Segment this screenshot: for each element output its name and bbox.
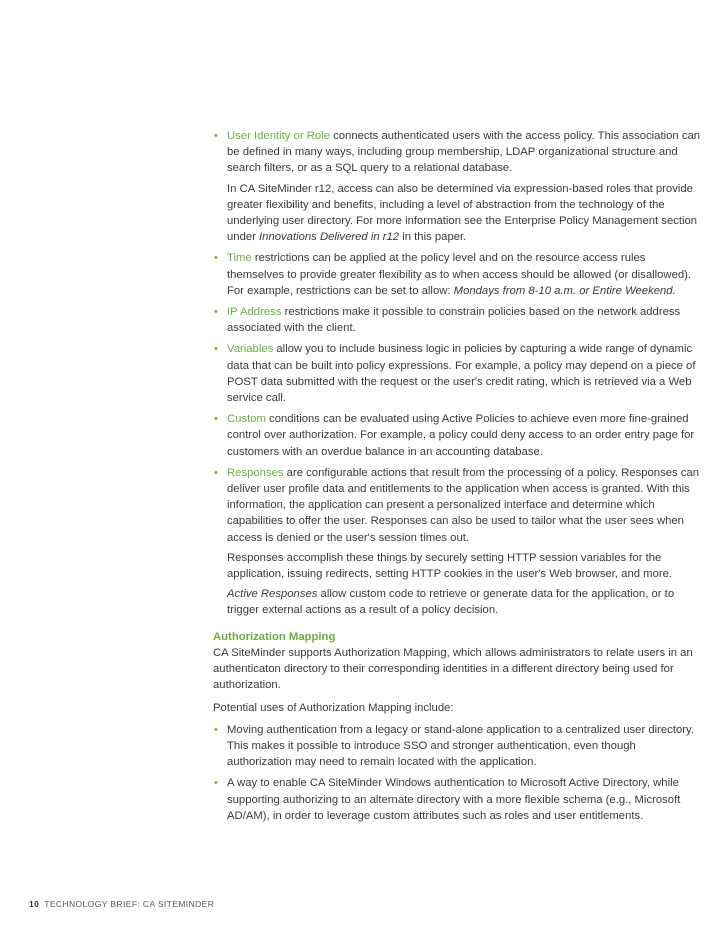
condition-list (213, 128, 703, 619)
bullet-glyph: • (214, 723, 218, 736)
page-footer (29, 899, 214, 909)
term-user-identity: User Identity or Role (227, 130, 330, 142)
main-content (213, 128, 703, 829)
term-ip-address: IP Address (227, 306, 282, 319)
bullet-glyph: • (214, 466, 218, 479)
sub-text: In CA SiteMinder r12, access can also be determined via expression-based roles that provide greater flexibility and benefits, including a level of abstraction from the technology of the underlying user directory. For more information see the Enterprise Policy Management section under (227, 182, 698, 244)
text-windows-authentication: A way to enable CA SiteMinder Windows authentication to Microsoft Active Directory, while supporting authorizing to an alternate directory with a more flexible schema (e.g., Microsoft AD/AM), in order to leverage custom attributes such as roles and user entitlements. (227, 777, 681, 822)
text-custom: conditions can be evaluated using Active Policies to achieve even more fine-grained control over authorization. For example, a policy could deny access to an order entry page for customers with an overdue balance in an accounting database. (227, 413, 695, 458)
subparagraph-responses-accomplish: Responses accomplish these things by securely setting HTTP session variables for the application, issuing redirects, setting HTTP cookies in the user's Web browser, and more. (227, 551, 673, 581)
text-moving-authentication: Moving authentication from a legacy or stand-alone application to a centralized user directory. This makes it possible to introduce SSO and stronger authentication, even though authorization may need to remain located with the application. (227, 723, 694, 769)
list-item-custom (213, 411, 703, 460)
bullet-glyph: • (214, 343, 218, 356)
bullet-glyph: • (214, 777, 218, 790)
text-ip-address: restrictions make it possible to constrain policies based on the network address associated with the client. (227, 306, 681, 335)
term-time: Time (227, 252, 252, 265)
list-item-ip-address (213, 304, 703, 336)
mapping-uses-list (213, 722, 703, 824)
footer-label: TECHNOLOGY BRIEF: CA SITEMINDER (44, 899, 215, 909)
section-paragraph-2: Potential uses of Authorization Mapping include: (213, 701, 454, 714)
bullet-glyph: • (214, 413, 218, 426)
subparagraph-expression-roles (227, 181, 703, 246)
page-number: 10 (29, 899, 40, 909)
section-paragraph-1: CA SiteMinder supports Authorization Mapping, which allows administrators to relate users in an authenticaton directory to their corresponding identities in a different directory being used for authorization. (213, 646, 693, 692)
text-responses: are configurable actions that result from the processing of a policy. Responses can deliver user profile data and entitlements to the application when access is granted. With this information, the application can present a personalized interface and determine which capabilities to offer the user. Responses can also be used to tailor what the user sees when access is denied or the user's session times out. (227, 466, 700, 544)
section-heading: Authorization Mapping (213, 630, 336, 643)
term-responses: Responses (227, 466, 284, 479)
bullet-glyph: • (214, 252, 218, 265)
list-item-responses (213, 465, 703, 619)
text-active-responses: allow custom code to retrieve or generate data for the application, or to trigger external actions as a result of a policy decision. (227, 588, 675, 617)
text-variables: allow you to include business logic in policies by capturing a wide range of dynamic data that can be built into policy expressions. For example, a policy may depend on a piece of POST data submitted with the request or the user's credit rating, which is retrieved via a Web service call. (227, 343, 696, 405)
list-item-windows-authentication (213, 775, 703, 824)
sub-emphasis: Innovations Delivered in r12 (259, 231, 400, 244)
list-item-variables (213, 341, 703, 406)
text-time: restrictions can be applied at the policy level and on the resource access rules themselves to provide greater flexibility as to when access should be allowed (or disallowed). For example, restrictions can be set to allow: (227, 252, 692, 297)
emphasis-active-responses: Active Responses (227, 588, 318, 601)
text-user-identity: connects authenticated users with the access policy. This association can be defined in many ways, including group membership, LDAP organizational structure and search filters, or as a SQL query to a relational database. (227, 130, 701, 175)
term-custom: Custom (227, 413, 266, 426)
list-item-moving-authentication (213, 722, 703, 771)
sub-tail: in this paper. (399, 231, 467, 244)
list-item-user-identity (213, 128, 703, 245)
subparagraph-active-responses (227, 586, 703, 618)
bullet-glyph: • (214, 130, 218, 142)
emphasis-time: Mondays from 8-10 a.m. or Entire Weekend. (453, 284, 676, 297)
bullet-glyph: • (214, 306, 218, 319)
list-item-time (213, 250, 703, 299)
term-variables: Variables (227, 343, 274, 356)
